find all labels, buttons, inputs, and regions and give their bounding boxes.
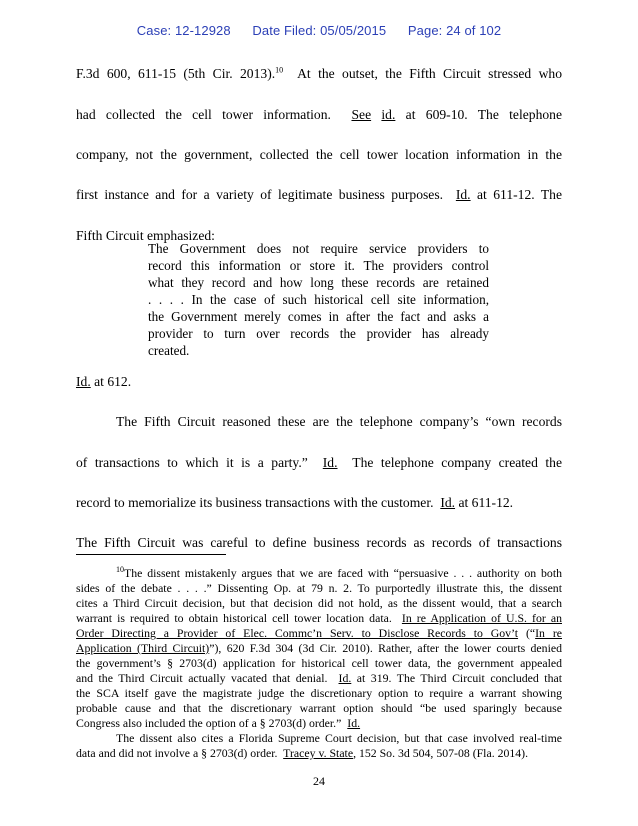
citation-id: Id. bbox=[338, 671, 352, 685]
citation-id: id. bbox=[381, 107, 396, 122]
footnote-line: and the Third Circuit actually vacated that denial. Id. at 319. The Third Circuit concluded that bbox=[76, 671, 562, 685]
quote-line: . . . . In the case of such historical cell site information, bbox=[148, 292, 489, 307]
footnote-line: probable cause and that the discretionary warrant option should “be used sparingly because bbox=[76, 701, 562, 715]
body-line-1: F.3d 600, 611-15 (5th Cir. 2013).$^{10}$ At the outset, the Fifth Circuit stressed who bbox=[76, 65, 562, 81]
case-citation: In re Application of U.S. for an bbox=[401, 611, 562, 625]
footnote-line: Order Directing a Provider of Elec. Commc’n Serv. to Disclose Records to Gov’t (“In re bbox=[76, 626, 562, 640]
case-citation: Tracey v. State bbox=[283, 746, 354, 760]
body-line-8: of transactions to which it is a party.” Id. The telephone company created the bbox=[76, 455, 562, 470]
quote-line: provider to turn over records the provider has already bbox=[148, 326, 489, 341]
page-number: 24 bbox=[313, 774, 325, 788]
citation-id: Id. bbox=[440, 495, 456, 510]
citation-id: Id. bbox=[322, 455, 338, 470]
footnote-marker: 10 bbox=[116, 565, 124, 575]
quote-line: the Government merely comes in after the fact and asks a bbox=[148, 309, 489, 324]
body-line-7: The Fifth Circuit reasoned these are the telephone company’s “own records bbox=[116, 414, 562, 429]
footnote-divider bbox=[76, 554, 226, 555]
body-line-6: Id. at 612. bbox=[76, 374, 132, 389]
footnote-line: Congress also included the option of a § 2703(d) order.” Id. bbox=[76, 716, 361, 730]
body-line-2: had collected the cell tower information. See id. at 609-10. The telephone bbox=[76, 107, 562, 122]
short-citation: Application (Third Circuit) bbox=[76, 641, 210, 655]
body-line-10: The Fifth Circuit was careful to define business records as records of transactions bbox=[76, 535, 562, 550]
short-citation: In re bbox=[535, 626, 562, 640]
footnote-line: Application (Third Circuit)”), 620 F.3d 304 (3d Cir. 2010). Rather, after the lower courts denied bbox=[76, 641, 562, 655]
footnote-line: data and did not involve a § 2703(d) order. Tracey v. State, 152 So. 3d 504, 507-08 (Fla. 2014). bbox=[76, 746, 529, 760]
citation-id: Id. bbox=[76, 374, 91, 389]
quote-line: The Government does not require service providers to bbox=[148, 241, 489, 256]
case-header bbox=[0, 23, 638, 38]
citation-id: Id. bbox=[455, 187, 471, 202]
body-line-9: record to memorialize its business transactions with the customer. Id. at 611-12. bbox=[76, 495, 514, 510]
date-filed: Date Filed: 05/05/2015 bbox=[252, 23, 387, 38]
footnote-ref-10[interactable]: 10 bbox=[275, 65, 284, 75]
quote-line: created. bbox=[148, 343, 190, 358]
footnote-line: sides of the debate . . . .” Dissenting Op. at 79 n. 2. To purportedly illustrate this, the dissent bbox=[76, 581, 562, 595]
footnote-line: cites a Third Circuit decision, but that decision did not hold, as the dissent would, that a search bbox=[76, 596, 562, 610]
body-line-5: Fifth Circuit emphasized: bbox=[76, 228, 215, 243]
page-indicator: Page: 24 of 102 bbox=[407, 23, 502, 38]
case-number: Case: 12-12928 bbox=[136, 23, 231, 38]
case-citation: Order Directing a Provider of Elec. Commc’n Serv. to Disclose Records to Gov’t bbox=[76, 626, 519, 640]
footnote-line: the government’s § 2703(d) application for historical cell tower data, the government appealed bbox=[76, 656, 562, 670]
footnote-line: warrant is required to obtain historical cell tower location data. In re Application of U.S. for an bbox=[76, 611, 562, 625]
citation-id: Id. bbox=[347, 716, 361, 730]
body-line-4: first instance and for a variety of legitimate business purposes. Id. at 611-12. The bbox=[76, 187, 562, 202]
footnote-line: The dissent also cites a Florida Supreme Court decision, but that case involved real-time bbox=[116, 731, 562, 745]
footnote-line: the SCA itself gave the magistrate judge the discretionary option to require a warrant showing bbox=[76, 686, 562, 700]
body-line-3: company, not the government, collected the cell tower location information in the bbox=[76, 147, 562, 162]
footnote-line: $^{10}$The dissent mistakenly argues that we are faced with “persuasive . . . authority on both bbox=[116, 565, 562, 580]
quote-line: record this information or store it. The providers control bbox=[148, 258, 489, 273]
citation-see: See bbox=[351, 107, 372, 122]
quote-line: what they record and how long these records are retained bbox=[148, 275, 489, 290]
